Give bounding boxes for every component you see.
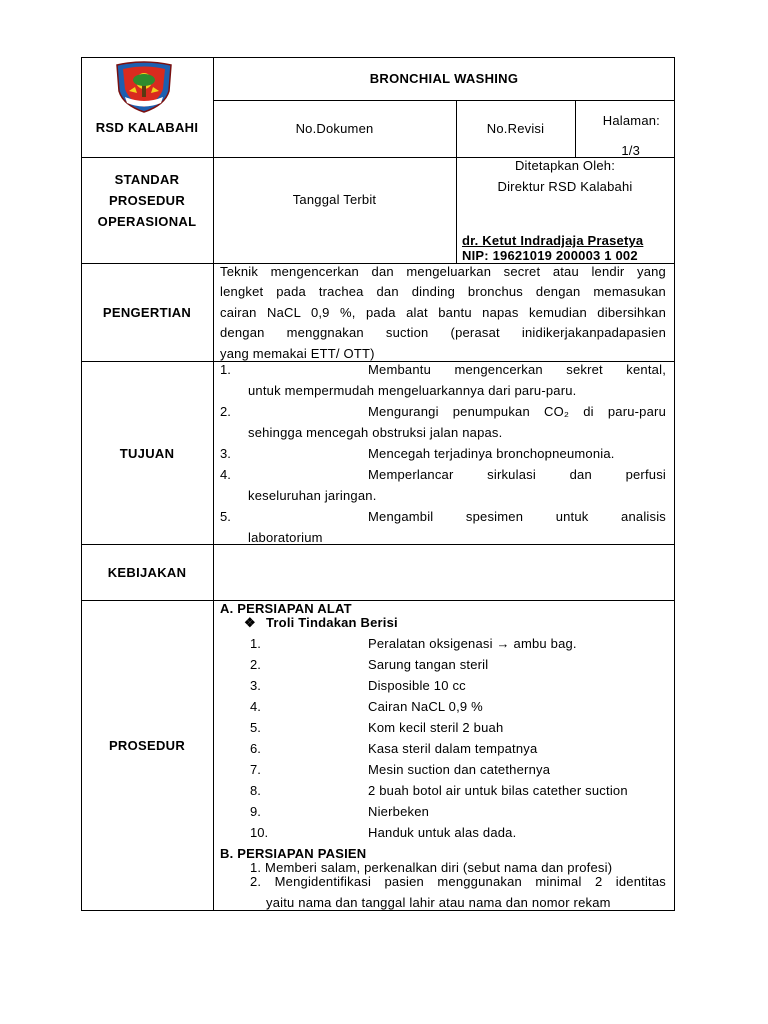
- pasien-item: yaitu nama dan tanggal lahir atau nama dan nomor rekam: [266, 895, 611, 910]
- pengertian-line: cairan NaCL 0,9 %, pada alat bantu napas kemudian dibersihkan: [220, 305, 666, 320]
- tujuan-item-number: 1.: [220, 362, 231, 377]
- table-col-divider: [213, 57, 214, 911]
- alat-item-number: 8.: [250, 783, 261, 798]
- pengertian-label: PENGERTIAN: [102, 305, 192, 320]
- tujuan-item-number: 2.: [220, 404, 231, 419]
- prosedur-label: PROSEDUR: [108, 738, 186, 753]
- alat-item-text: Cairan NaCL 0,9 %: [368, 699, 483, 714]
- sop-label-line3: OPERASIONAL: [97, 214, 197, 229]
- table-border-top: [81, 57, 675, 58]
- section-b-heading: B. PERSIAPAN PASIEN: [220, 846, 367, 861]
- pengertian-line: dengan menggnakan suction (perasat inidikerjakanpadapasien: [220, 325, 666, 340]
- signer-nip: NIP: 19621019 200003 1 002: [462, 248, 638, 263]
- alat-item-text: Sarung tangan steril: [368, 657, 489, 672]
- tujuan-item-text: untuk mempermudah mengeluarkannya dari paru-paru.: [248, 383, 577, 398]
- alat-item-text: Nierbeken: [368, 804, 430, 819]
- tujuan-item-text: sehingga mencegah obstruksi jalan napas.: [248, 425, 503, 440]
- tujuan-item-text: laboratorium: [248, 530, 323, 545]
- alat-item-number: 3.: [250, 678, 261, 693]
- table-border-right: [674, 57, 675, 911]
- alat-item-text: Kasa steril dalam tempatnya: [368, 741, 538, 756]
- signer-name: dr. Ketut Indradjaja Prasetya: [462, 233, 644, 248]
- alat-item-number: 9.: [250, 804, 261, 819]
- direktur-title: Direktur RSD Kalabahi: [497, 179, 633, 194]
- tujuan-item-text: keseluruhan jaringan.: [248, 488, 377, 503]
- alat-item-number: 7.: [250, 762, 261, 777]
- alat-item-text: Mesin suction dan catethernya: [368, 762, 551, 777]
- no-dokumen-label: No.Dokumen: [295, 121, 374, 136]
- pasien-item: 2. Mengidentifikasi pasien menggunakan minimal 2 identitas: [250, 874, 666, 889]
- tujuan-item-text: Mencegah terjadinya bronchopneumonia.: [368, 446, 615, 461]
- alat-item-text: Peralatan oksigenasi → ambu bag.: [368, 636, 577, 651]
- alat-item-text: 2 buah botol air untuk bilas catether suction: [368, 783, 628, 798]
- kebijakan-label: KEBIJAKAN: [107, 565, 187, 580]
- no-revisi-label: No.Revisi: [486, 121, 545, 136]
- tujuan-label: TUJUAN: [119, 446, 175, 461]
- sop-label-line1: STANDAR: [114, 172, 180, 187]
- halaman-label: Halaman:: [602, 113, 660, 128]
- title-row-divider: [213, 100, 675, 101]
- hospital-name: RSD KALABAHI: [95, 120, 199, 135]
- alat-item-number: 10.: [250, 825, 269, 840]
- alat-item-number: 4.: [250, 699, 261, 714]
- kebijakan-row-divider: [81, 600, 675, 601]
- tujuan-item-number: 4.: [220, 467, 231, 482]
- tujuan-row-divider: [81, 544, 675, 545]
- pengertian-line: yang memakai ETT/ OTT): [220, 346, 375, 361]
- alat-item-number: 6.: [250, 741, 261, 756]
- tujuan-item-number: 3.: [220, 446, 231, 461]
- halaman-value: 1/3: [621, 143, 640, 158]
- document-title: BRONCHIAL WASHING: [369, 71, 519, 86]
- tujuan-item-text: Membantu mengencerkan sekret kental,: [368, 362, 666, 377]
- tujuan-item-number: 5.: [220, 509, 231, 524]
- pasien-item: 1. Memberi salam, perkenalkan diri (sebut nama dan profesi): [250, 860, 613, 875]
- sop-label-line2: PROSEDUR: [108, 193, 186, 208]
- alat-item-number: 1.: [250, 636, 261, 651]
- alat-item-number: 5.: [250, 720, 261, 735]
- ditetapkan-oleh: Ditetapkan Oleh:: [514, 158, 616, 173]
- table-border-bottom: [81, 910, 675, 911]
- hospital-logo: [111, 61, 177, 113]
- regency-crest-icon: [111, 61, 177, 113]
- troli-title: Troli Tindakan Berisi: [266, 615, 398, 630]
- tanggal-terbit-label: Tanggal Terbit: [292, 192, 377, 207]
- pengertian-line: lengket pada trachea dan dinding bronchus dengan memasukan: [220, 284, 666, 299]
- tujuan-item-text: Mengambil spesimen untuk analisis: [368, 509, 666, 524]
- alat-item-text: Disposible 10 cc: [368, 678, 466, 693]
- alat-item-text: Kom kecil steril 2 buah: [368, 720, 504, 735]
- alat-item-number: 2.: [250, 657, 261, 672]
- troli-bullet-icon: ❖: [244, 615, 256, 630]
- alat-item-text: Handuk untuk alas dada.: [368, 825, 517, 840]
- section-a-heading: A. PERSIAPAN ALAT: [220, 601, 352, 616]
- tujuan-item-text: Mengurangi penumpukan CO₂ di paru-paru: [368, 404, 666, 419]
- pengertian-line: Teknik mengencerkan dan mengeluarkan secret atau lendir yang: [220, 264, 666, 279]
- tujuan-item-text: Memperlancar sirkulasi dan perfusi: [368, 467, 666, 482]
